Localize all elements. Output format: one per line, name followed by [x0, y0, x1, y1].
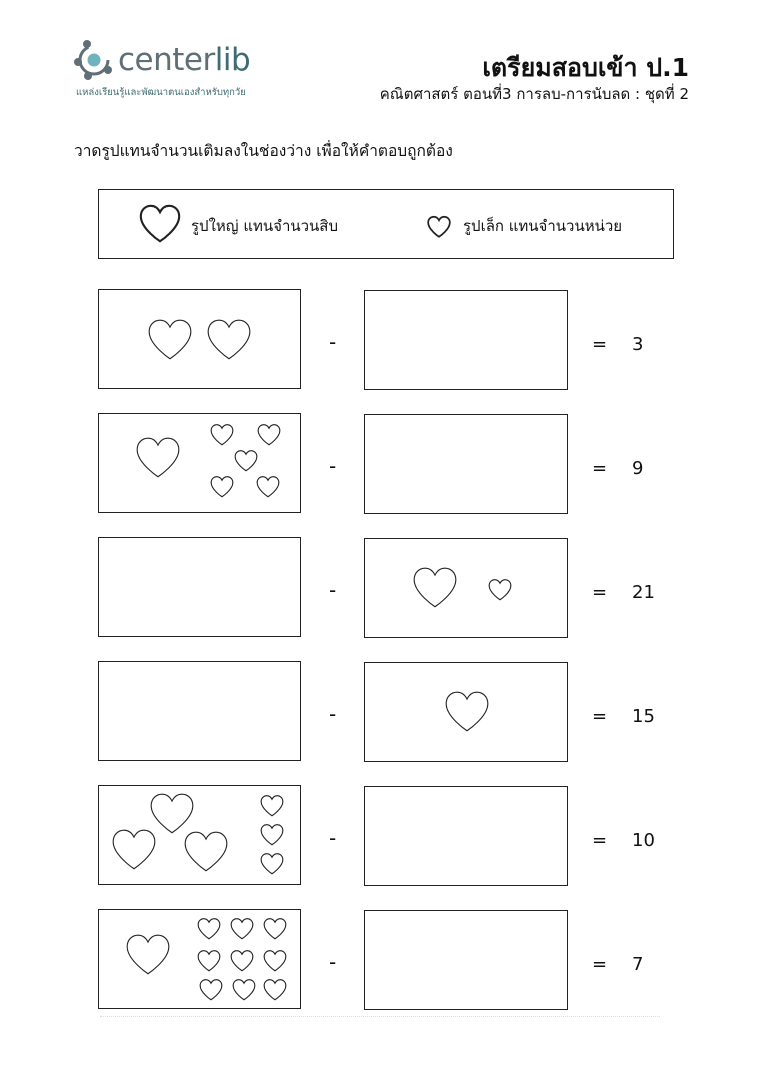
problem-1-minus: - [329, 330, 337, 354]
problem-3-equals: = [592, 582, 608, 603]
problem-2-small-heart-icon [211, 477, 233, 497]
problem-5-minus: - [329, 826, 337, 850]
problem-6-small-heart-icon [233, 980, 255, 1000]
problem-1-equals: = [592, 334, 608, 355]
problem-6-small-heart-icon [198, 951, 220, 971]
problem-5-small-heart-icon [261, 796, 283, 816]
problem-6-small-heart-icon [264, 951, 286, 971]
legend-big-label: รูปใหญ่ แทนจำนวนสิบ [191, 217, 338, 235]
worksheet-title: เตรียมสอบเข้า ป.1 [482, 53, 689, 82]
problem-2-big-heart-icon [137, 438, 179, 477]
problem-6-minus: - [329, 950, 337, 974]
instruction-text: วาดรูปแทนจำนวนเติมลงในช่องว่าง เพื่อให้คำตอบถูกต้อง [74, 142, 453, 160]
problem-4-minus: - [329, 702, 337, 726]
problem-5-big-heart-icon [185, 832, 227, 871]
problem-6-small-heart-icon [264, 980, 286, 1000]
problem-5-equals: = [592, 830, 608, 851]
problem-6-small-heart-icon [264, 919, 286, 939]
legend-small-label: รูปเล็ก แทนจำนวนหน่วย [463, 217, 623, 235]
problem-2-minus: - [329, 454, 337, 478]
problem-6-small-heart-icon [231, 919, 253, 939]
problem-1-answer: 3 [632, 334, 644, 355]
problem-4-equals: = [592, 706, 608, 727]
problem-2-equals: = [592, 458, 608, 479]
problem-5-big-heart-icon [113, 830, 155, 869]
problem-5-small-heart-icon [261, 825, 283, 845]
problem-1-big-heart-icon [149, 320, 191, 359]
problem-6-small-heart-icon [231, 951, 253, 971]
problem-5-big-heart-icon [151, 794, 193, 833]
problem-4-answer: 15 [632, 706, 655, 727]
problem-2-answer: 9 [632, 458, 644, 479]
problem-2-small-heart-icon [258, 425, 280, 445]
problem-3-answer: 21 [632, 582, 655, 603]
problem-2-small-heart-icon [257, 477, 279, 497]
problem-5-small-heart-icon [261, 854, 283, 874]
problem-6-answer: 7 [632, 954, 644, 975]
problem-2-small-heart-icon [235, 451, 257, 471]
problem-1-big-heart-icon [208, 320, 250, 359]
problem-5-answer: 10 [632, 830, 655, 851]
problem-6-small-heart-icon [198, 919, 220, 939]
problem-3-big-heart-icon [414, 568, 456, 607]
problem-3-minus: - [329, 578, 337, 602]
logo-wordmark: centerlib [118, 42, 251, 78]
problem-6-equals: = [592, 954, 608, 975]
problem-3-small-heart-icon [489, 580, 511, 600]
worksheet-subtitle: คณิตศาสตร์ ตอนที่3 การลบ-การนับลด : ชุดที่ 2 [379, 85, 689, 103]
problem-4-big-heart-icon [446, 692, 488, 731]
problem-6-small-heart-icon [200, 980, 222, 1000]
problem-6-big-heart-icon [127, 935, 169, 974]
logo-tagline: แหล่งเรียนรู้และพัฒนาตนเองสำหรับทุกวัย [76, 87, 246, 98]
problem-2-small-heart-icon [211, 425, 233, 445]
